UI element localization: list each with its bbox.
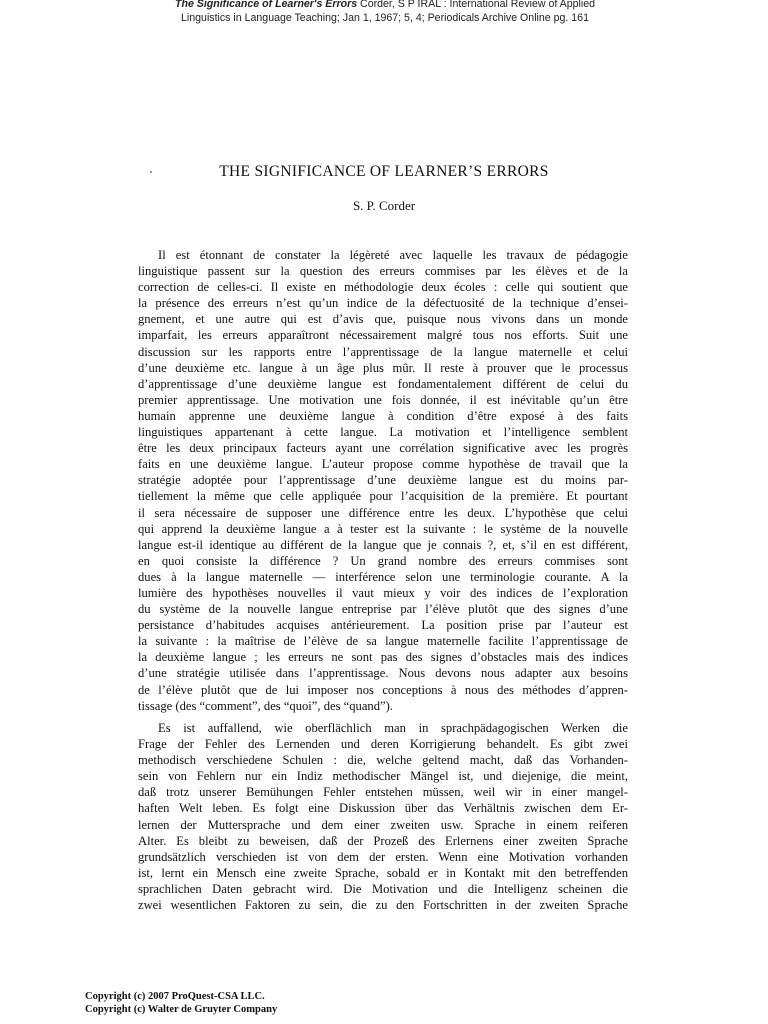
text-line: Frage der Fehler des Lernenden und deren Korrigierung behandelt. Es gibt zwei: [138, 737, 628, 752]
text-line: lumière des hypothèses nouvelles il vaut mieux y voir des indices de l’exploration: [138, 585, 628, 600]
text-line: sprachlichen Daten gebracht wird. Die Motivation und die Intelligenz scheinen die: [138, 881, 628, 896]
text-line: daß trotz unserer Bemühungen Fehler entstehen müssen, weil wir in einer mangel-: [138, 785, 628, 800]
text-line: dues à la langue maternelle — interférence selon une terminologie courante. A la: [138, 569, 628, 584]
citation-title: The Significance of Learner's Errors: [175, 0, 358, 10]
text-line: correction de celles-ci. Il existe en méthodologie deux écoles : celle qui soutient que: [138, 280, 628, 295]
copyright-line-2: Copyright (c) Walter de Gruyter Company: [85, 1003, 278, 1015]
text-line: zwei wesentlichen Faktoren zu sein, die zu den Fortschritten in der zweiten Sprache: [138, 898, 628, 913]
text-line: d’une stratégie utilisée dans l’apprentissage. Nous devons nous adapter aux besoins: [138, 666, 628, 681]
text-line: tiellement la même que celle appliquée pour l’acquisition de la première. Et pourtant: [138, 489, 628, 504]
text-line: methodisch verschiedene Schulen : die, welche geltend macht, daß das Vorhanden-: [138, 753, 628, 768]
text-line: tissage (des “comment”, des “quoi”, des “quand”).: [138, 698, 393, 713]
text-line: premier apprentissage. Une motivation une fois donnée, il est inévitable qu’un être: [138, 392, 628, 407]
copyright-footer: [85, 991, 277, 1016]
article-title: THE SIGNIFICANCE OF LEARNER’S ERRORS: [219, 163, 549, 180]
text-line: haften Welt leben. Es folgt eine Diskussion über das Verhältnis zwischen dem Er-: [138, 801, 628, 816]
text-line: discussion sur les rapports entre l’apprentissage de la langue maternelle et celui: [138, 344, 628, 359]
text-line: humain apprenne une deuxième langue à condition d’être exposé à des faits: [138, 408, 628, 423]
text-line: gnement, et une autre qui est d’avis que, puisque nous vivons dans un monde: [138, 312, 628, 327]
citation-line-2: Linguistics in Language Teaching; Jan 1, 1967; 5, 4; Periodicals Archive Online pg. 161: [181, 12, 589, 24]
text-line: linguistiques appartenant à cette langue. La motivation et l’intelligence semblent: [138, 425, 628, 440]
article-author: S. P. Corder: [352, 198, 416, 213]
text-line: il sera nécessaire de supposer une différence entre les deux. L’hypothèse que celui: [138, 505, 628, 520]
text-line: Il est étonnant de constater la légèreté avec laquelle les travaux de pédagogie: [158, 248, 628, 262]
text-line: d’une deuxième etc. langue à un âge plus mûr. Il reste à prouver que le processus: [138, 360, 628, 375]
text-line: d’apprentissage d’une deuxième langue est fondamentalement différent de celui du: [138, 376, 628, 391]
text-line: du système de la nouvelle langue entreprise par l’élève plutôt que des signes d’une: [138, 602, 628, 617]
text-line: la suivante : la maîtrise de l’élève de sa langue maternelle facilite l’apprentissage de: [138, 634, 628, 649]
citation-line-1: [100, 0, 670, 11]
text-line: linguistique passent sur la question des erreurs commises par les élèves et de la: [138, 264, 628, 279]
copyright-line-1: Copyright (c) 2007 ProQuest-CSA LLC.: [85, 991, 265, 1002]
text-line: imparfait, les erreurs apparaîtront nécessairement malgré tous nos efforts. Suit une: [138, 328, 628, 343]
citation-source: Corder, S P IRAL : International Review of Applied: [357, 0, 595, 10]
text-line: la deuxième langue ; les erreurs ne sont pas des signes d’obstacles mais des indices: [138, 650, 628, 665]
abstract-french: [138, 247, 628, 714]
text-line: stratégie adoptée pour l’apprentissage d’une deuxième langue est du moins par-: [138, 473, 628, 488]
text-line: grundsätzlich verschieden ist von dem der ersten. Wenn eine Motivation vorhanden: [138, 849, 628, 864]
text-line: en quoi consiste la différence ? Un grand nombre des erreurs commises sont: [138, 553, 628, 568]
abstract-german: [138, 720, 628, 913]
text-line: Alter. Es bleibt zu beweisen, daß der Prozeß des Erlernens einer zweiten Sprache: [138, 833, 628, 848]
text-line: de l’élève plutôt que de lui imposer nos conceptions à nous des méthodes d’appren-: [138, 682, 628, 697]
text-line: persistance d’habitudes acquises antérieurement. La position prise par l’auteur est: [138, 618, 628, 633]
text-line: langue est-il identique au différent de la langue que je connais ?, et, s’il en est différent,: [138, 537, 628, 552]
text-line: lernen der Muttersprache und dem einer zweiten usw. Sprache in einem reiferen: [138, 817, 628, 832]
text-line: ist, lernt ein Mensch eine zweite Sprache, sobald er in Kontakt mit den betreffenden: [138, 865, 628, 880]
text-line: être les deux principaux facteurs ayant une corrélation significative avec les progrès: [138, 441, 628, 456]
text-line: la présence des erreurs n’est qu’un indice de la défectuosité de la technique d’ensei-: [138, 296, 628, 311]
text-line: qui apprend la deuxième langue a à tester est la suivante : le système de la nouvelle: [138, 521, 628, 536]
text-line: sein von Fehlern nur ein Indiz methodischer Mängel ist, und diejenige, die meint,: [138, 769, 628, 784]
text-line: faits en une deuxième langue. L’auteur propose comme hypothèse de travail que la: [138, 457, 628, 472]
citation-header: [100, 0, 670, 25]
text-line: Es ist auffallend, wie oberflächlich man in sprachpädagogischen Werken die: [158, 721, 628, 735]
